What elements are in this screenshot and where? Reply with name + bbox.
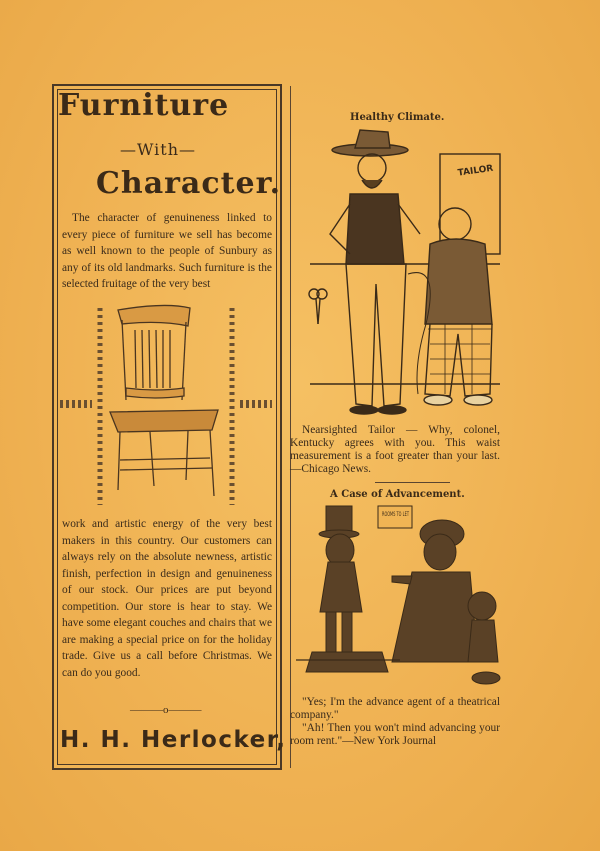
cartoon2-caption-1: "Yes; I'm the advance agent of a theatrical company.": [290, 696, 500, 721]
ad-signature: H. H. Herlocker,: [60, 727, 287, 753]
left-ornament-border: [60, 308, 100, 505]
ad-title-character: Character.: [96, 166, 282, 201]
ad-title-furniture: Furniture: [58, 88, 230, 123]
cartoon1-caption: Nearsighted Tailor — Why, colonel, Kentucky agrees with you. This waist measurement is a foot greater than your last.—Chicago News.: [290, 424, 500, 475]
cartoon2-title: A Case of Advancement.: [330, 489, 465, 500]
ad-paragraph-2: work and artistic energy of the very best makers in this country. Our customers can always rely on the absolute newness, artistic finish, perfection in design and genuineness of our stock. Our prices are put beyond competition. Our store is hear to stay. We have some elegant couches and chairs that we are making a special price on for the holiday trade. Give us a call before Christmas. We can do you good.: [62, 518, 272, 679]
cartoon1-sign: TAILOR: [457, 163, 494, 179]
chair-illustration: [60, 300, 274, 512]
ad-title-with: —With—: [120, 140, 197, 159]
cartoon2-caption-2: "Ah! Then you won't mind advancing your room rent."—New York Journal: [290, 722, 500, 747]
cartoon1-title: Healthy Climate.: [350, 112, 445, 123]
cartoon2-sign: ROOMS TO LET: [382, 511, 410, 518]
right-ornament-border: [232, 308, 272, 505]
ad-paragraph-1: The character of genuineness linked to every piece of furniture we sell has become as well known to the people of Sunbury as any of its old landmarks. Such furniture is the selected fruitage of the very best: [62, 212, 272, 290]
ad-separator: ———o———: [130, 704, 202, 716]
cartoon-divider: [375, 482, 450, 483]
cartoon2-illustration: [292, 502, 504, 692]
cartoon1-illustration: [300, 124, 505, 420]
